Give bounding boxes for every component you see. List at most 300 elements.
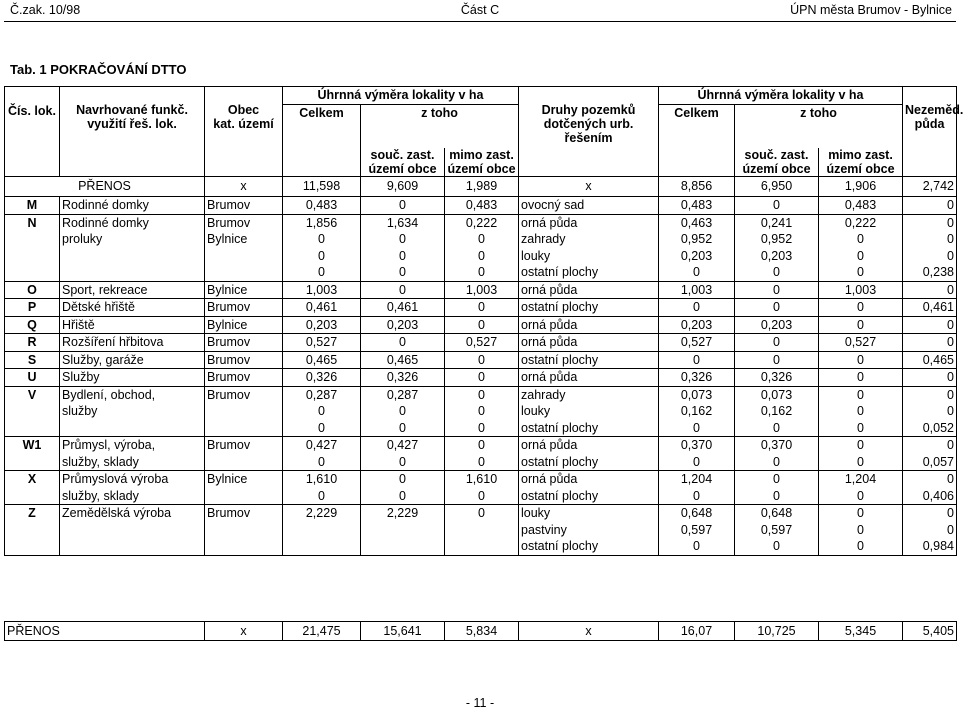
prenos-souc: 9,609 [361, 177, 445, 197]
cell-func-line: Bydlení, obchod, [62, 387, 156, 402]
cell-souc2 [735, 386, 819, 437]
cell-mimo-line: 0 [478, 454, 485, 469]
cell-celkem2 [659, 386, 735, 437]
cell-func-line: Rozšíření hřbitova [62, 335, 164, 349]
table-row [5, 351, 957, 369]
cell-mimo-line: 0 [478, 317, 485, 332]
cell-mimo2-line: 0 [857, 420, 864, 435]
col-mimo-l2: území obce [447, 162, 516, 176]
cell-druhy-line: orná půda [521, 472, 578, 486]
cell-obec-line [207, 248, 280, 265]
cell-nezemed [903, 299, 957, 317]
cell-celkem2 [659, 281, 735, 299]
prenos-bottom-souc2: 10,725 [735, 622, 819, 641]
cell-druhy-line: louky [521, 248, 551, 263]
cell-nezemed [903, 386, 957, 437]
cell-celkem [283, 334, 361, 352]
col-obec [205, 87, 283, 177]
cell-obec-line: Brumov [207, 352, 251, 367]
prenos-bottom-row [5, 622, 957, 641]
cell-celkem2 [659, 351, 735, 369]
cell-func-line: Dětské hřiště [62, 300, 135, 314]
cell-souc [361, 437, 445, 471]
header-right: ÚPN města Brumov - Bylnice [790, 3, 952, 17]
cell-mimo2 [819, 197, 903, 215]
prenos-x2: x [519, 177, 659, 197]
cell-druhy-line: ostatní plochy [521, 539, 599, 553]
cell-obec [205, 281, 283, 299]
cell-druhy-line: ovocný sad [521, 198, 585, 212]
cell-druhy [519, 316, 659, 334]
cell-mimo2-line: 0 [857, 248, 864, 263]
cell-obec-line: Bylnice [207, 317, 248, 332]
cell-mimo-line: 0 [478, 370, 485, 384]
cell-mimo [445, 369, 519, 387]
cell-obec-line: Brumov [207, 300, 251, 314]
cell-mimo [445, 197, 519, 215]
cell-druhy-line: orná půda [521, 282, 578, 297]
col-obec-l2: kat. území [213, 117, 274, 131]
cell-souc [361, 505, 445, 556]
cell-celkem2-line: 0,463 [680, 215, 713, 230]
cell-mimo2-line: 0,483 [844, 198, 877, 212]
cell-celkem2-line: 0,483 [680, 198, 713, 212]
cell-celkem2-line: 0 [693, 352, 700, 367]
cell-celkem2 [659, 299, 735, 317]
cell-souc-line: 0 [399, 472, 406, 486]
cell-mimo2-line: 0 [857, 522, 864, 537]
cell-souc2-line: 0,241 [760, 215, 793, 230]
cell-druhy-line: zahrady [521, 387, 566, 402]
cell-mimo [445, 471, 519, 505]
cell-druhy-line: zahrady [521, 232, 566, 246]
prenos-bottom-mimo2: 5,345 [819, 622, 903, 641]
cell-mimo2 [819, 316, 903, 334]
table-row [5, 437, 957, 471]
cell-celkem [283, 351, 361, 369]
prenos-x1: x [205, 177, 283, 197]
cell-func [60, 386, 205, 437]
cell-mimo-line: 0 [478, 387, 485, 402]
cell-func-line: Sport, rekreace [62, 282, 148, 297]
cell-id: W1 [5, 437, 60, 471]
cell-celkem2-line: 0 [693, 488, 700, 503]
cell-id: Z [5, 505, 60, 556]
cell-druhy-line: ostatní plochy [521, 488, 599, 503]
cell-mimo2-line: 0 [857, 454, 864, 469]
cell-func [60, 316, 205, 334]
cell-obec [205, 197, 283, 215]
cell-souc2-line: 0,952 [760, 232, 793, 246]
cell-obec [205, 351, 283, 369]
cell-druhy-line: ostatní plochy [521, 454, 599, 469]
cell-id: U [5, 369, 60, 387]
table-row [5, 281, 957, 299]
cell-id: P [5, 299, 60, 317]
col-navrh-l2: využití řeš. lok. [87, 117, 177, 131]
col-mimo [445, 148, 519, 177]
col-mimo2 [819, 148, 903, 177]
cell-druhy [519, 505, 659, 556]
cell-celkem [283, 386, 361, 437]
cell-obec [205, 299, 283, 317]
cell-souc-line: 0 [399, 232, 406, 246]
cell-druhy-line: louky [521, 404, 551, 418]
cell-souc2-line: 0 [773, 488, 780, 503]
col-souc-l2: území obce [368, 162, 437, 176]
cell-souc2-line: 0,203 [760, 248, 793, 263]
cell-celkem-line: 0 [318, 404, 325, 418]
col-group2: Úhrnná výměra lokality v ha [659, 87, 903, 105]
cell-celkem-line: 0 [318, 488, 325, 503]
cell-celkem2 [659, 505, 735, 556]
cell-func-line [62, 420, 202, 437]
cell-mimo2-line: 0 [857, 370, 864, 384]
cell-mimo2 [819, 334, 903, 352]
cell-mimo [445, 214, 519, 281]
cell-celkem-line: 0,287 [305, 387, 338, 402]
cell-mimo2-line: 0 [857, 265, 864, 279]
cell-souc-line: 0,461 [386, 300, 419, 314]
cell-celkem2-line: 0,370 [680, 438, 713, 452]
cell-celkem [283, 299, 361, 317]
cell-druhy-line: orná půda [521, 370, 578, 384]
cell-souc-line: 0 [399, 404, 406, 418]
cell-celkem2 [659, 369, 735, 387]
cell-souc2-line: 0 [773, 539, 780, 553]
cell-druhy [519, 386, 659, 437]
cell-celkem2-line: 0,203 [680, 248, 713, 263]
cell-druhy [519, 299, 659, 317]
cell-druhy [519, 471, 659, 505]
cell-mimo2-line: 0,222 [844, 215, 877, 230]
cell-mimo-line: 0 [478, 232, 485, 246]
cell-celkem-line: 0 [318, 248, 325, 263]
cell-nezemed-line: 0,461 [922, 300, 954, 314]
cell-nezemed-line: 0 [947, 282, 954, 297]
cell-souc-line: 0 [399, 265, 406, 279]
cell-souc [361, 369, 445, 387]
cell-souc2-line: 0 [773, 300, 780, 314]
cell-souc2-line: 0,162 [760, 404, 793, 418]
cell-func-line [62, 248, 202, 265]
cell-mimo-line: 0 [478, 404, 485, 418]
prenos-bottom-celkem: 21,475 [283, 622, 361, 641]
cell-souc2 [735, 214, 819, 281]
cell-souc2-line: 0,203 [760, 317, 793, 332]
cell-mimo [445, 505, 519, 556]
cell-celkem2-line: 0,648 [680, 506, 713, 520]
cell-druhy [519, 334, 659, 352]
col-druhy [519, 87, 659, 177]
table-row [5, 197, 957, 215]
cell-mimo2 [819, 299, 903, 317]
cell-souc2-line: 0 [773, 454, 780, 469]
header-divider [4, 21, 956, 22]
cell-nezemed-line: 0 [947, 438, 954, 452]
cell-souc2-line: 0 [773, 265, 780, 279]
cell-souc-line: 0 [399, 248, 406, 263]
cell-druhy [519, 351, 659, 369]
cell-souc [361, 281, 445, 299]
cell-mimo-line: 0,483 [465, 198, 498, 212]
cell-souc2-line: 0 [773, 420, 780, 435]
col-souc2-l1: souč. zast. [744, 148, 809, 162]
col-mimo-l1: mimo zast. [449, 148, 514, 162]
cell-souc2-line: 0,597 [760, 522, 793, 537]
col-obec-l1: Obec [227, 103, 260, 117]
cell-mimo-line: 0,222 [465, 215, 498, 230]
cell-celkem2-line: 0 [693, 420, 700, 435]
cell-celkem [283, 197, 361, 215]
cell-nezemed-line: 0 [947, 370, 954, 384]
cell-celkem-line: 0,483 [305, 198, 338, 212]
col-nezemed-l2: půda [914, 117, 945, 131]
cell-obec-line: Bylnice [207, 472, 248, 486]
cell-id: O [5, 281, 60, 299]
cell-celkem [283, 369, 361, 387]
cell-id: R [5, 334, 60, 352]
cell-mimo2-line: 1,204 [844, 472, 877, 486]
cell-souc2-line: 0,648 [760, 506, 793, 520]
cell-souc2-line: 0 [773, 282, 780, 297]
cell-celkem2-line: 0 [693, 539, 700, 553]
cell-mimo2-line: 0 [857, 352, 864, 367]
cell-obec-line: Brumov [207, 215, 251, 230]
cell-mimo2-line: 0 [857, 317, 864, 332]
cell-nezemed-line: 0 [947, 387, 954, 402]
prenos-top-row [5, 177, 957, 197]
cell-nezemed-line: 0,238 [922, 265, 954, 279]
col-mimo2-l2: území obce [826, 162, 895, 176]
cell-obec-line [207, 420, 280, 437]
cell-souc2-line: 0,326 [760, 370, 793, 384]
cell-souc2 [735, 197, 819, 215]
cell-func-line: Rodinné domky [62, 215, 149, 230]
cell-souc [361, 334, 445, 352]
cell-func [60, 299, 205, 317]
col-navrh [60, 87, 205, 177]
col-ztoho: z toho [361, 104, 519, 148]
col-souc2 [735, 148, 819, 177]
cell-mimo [445, 386, 519, 437]
cell-id: N [5, 214, 60, 281]
cell-celkem2 [659, 214, 735, 281]
prenos-mimo2: 1,906 [819, 177, 903, 197]
cell-func [60, 437, 205, 471]
cell-celkem-line: 1,856 [305, 215, 338, 230]
cell-druhy-line: pastviny [521, 522, 567, 537]
cell-celkem2-line: 0 [693, 300, 700, 314]
cell-celkem-line: 0 [318, 420, 325, 435]
cell-druhy-line: louky [521, 506, 551, 520]
cell-celkem-line: 0,326 [305, 370, 338, 384]
cell-souc [361, 214, 445, 281]
cell-souc-line: 0 [399, 282, 406, 297]
cell-souc-line: 0,465 [386, 352, 419, 367]
cell-func [60, 505, 205, 556]
cell-func-line: Služby [62, 370, 100, 384]
cell-func [60, 197, 205, 215]
cell-func-line: Průmyslová výroba [62, 472, 169, 486]
cell-func [60, 369, 205, 387]
cell-celkem2-line: 0,527 [680, 335, 713, 349]
cell-obec [205, 316, 283, 334]
cell-celkem [283, 281, 361, 299]
cell-celkem-line: 0,461 [305, 300, 338, 314]
cell-mimo-line: 1,003 [465, 282, 498, 297]
cell-souc-line: 1,634 [386, 215, 419, 230]
col-souc-l1: souč. zast. [370, 148, 435, 162]
cell-druhy [519, 214, 659, 281]
cell-mimo2-line: 0 [857, 404, 864, 418]
cell-obec [205, 471, 283, 505]
cell-souc-line: 0 [399, 335, 406, 349]
table-row [5, 334, 957, 352]
cell-id: S [5, 351, 60, 369]
cell-celkem [283, 316, 361, 334]
cell-mimo2-line: 0 [857, 438, 864, 452]
cell-obec [205, 214, 283, 281]
cell-mimo2-line: 0,527 [844, 335, 877, 349]
cell-obec [205, 386, 283, 437]
cell-mimo [445, 334, 519, 352]
cell-mimo2 [819, 505, 903, 556]
table-row [5, 316, 957, 334]
cell-celkem2-line: 0,597 [680, 522, 713, 537]
cell-mimo2-line: 0 [857, 506, 864, 520]
cell-mimo2-line: 0 [857, 539, 864, 553]
cell-druhy-line: ostatní plochy [521, 300, 599, 314]
table-title: Tab. 1 POKRAČOVÁNÍ DTTO [10, 62, 187, 77]
cell-druhy-line: orná půda [521, 335, 578, 349]
cell-func-line: služby, sklady [62, 454, 139, 469]
cell-souc [361, 471, 445, 505]
cell-nezemed-line: 0,984 [922, 539, 954, 553]
cell-func-line: Průmysl, výroba, [62, 438, 156, 452]
cell-souc-line: 0,203 [386, 317, 419, 332]
header-center: Část C [460, 3, 500, 17]
cell-mimo2 [819, 386, 903, 437]
col-druhy-l1: Druhy pozemků [541, 103, 636, 117]
cell-mimo2-line: 0 [857, 488, 864, 503]
cell-obec-line: Brumov [207, 506, 251, 520]
cell-celkem2 [659, 334, 735, 352]
cell-souc2-line: 0 [773, 352, 780, 367]
cell-souc [361, 299, 445, 317]
cell-mimo [445, 281, 519, 299]
cell-func-line: služby [62, 404, 98, 418]
prenos-bottom-nezemed: 5,405 [903, 622, 957, 641]
cell-mimo-line: 0 [478, 352, 485, 367]
prenos-bottom-x1: x [205, 622, 283, 641]
cell-mimo2 [819, 437, 903, 471]
cell-func-line: služby, sklady [62, 488, 139, 503]
cell-celkem2-line: 0 [693, 454, 700, 469]
cell-druhy-line: orná půda [521, 438, 578, 452]
cell-mimo-line: 0 [478, 420, 485, 435]
cell-nezemed-line: 0 [947, 248, 954, 263]
cell-id: M [5, 197, 60, 215]
cell-mimo2 [819, 214, 903, 281]
cell-nezemed-line: 0 [947, 506, 954, 520]
cell-nezemed [903, 334, 957, 352]
cell-func-line: proluky [62, 232, 103, 246]
cell-obec-line: Bylnice [207, 232, 248, 246]
cell-obec-line [207, 454, 280, 471]
cell-celkem2-line: 0,162 [680, 404, 713, 418]
cell-func [60, 281, 205, 299]
cell-souc2 [735, 299, 819, 317]
cell-celkem [283, 437, 361, 471]
cell-nezemed [903, 369, 957, 387]
cell-nezemed-line: 0 [947, 215, 954, 230]
cell-souc [361, 386, 445, 437]
cell-nezemed-line: 0,057 [922, 454, 954, 469]
cell-mimo2 [819, 351, 903, 369]
cell-souc-line: 0,427 [386, 438, 419, 452]
cell-celkem-line: 0,203 [305, 317, 338, 332]
cell-func [60, 334, 205, 352]
cell-mimo2 [819, 471, 903, 505]
cell-souc2-line: 0,073 [760, 387, 793, 402]
cell-nezemed-line: 0 [947, 472, 954, 486]
cell-celkem2-line: 0,952 [680, 232, 713, 246]
cell-druhy [519, 281, 659, 299]
cell-mimo-line: 1,610 [465, 472, 498, 486]
cell-obec [205, 334, 283, 352]
cell-souc-line: 0,287 [386, 387, 419, 402]
col-druhy-l2: dotčených urb. [543, 117, 634, 131]
cell-celkem-line: 1,610 [305, 472, 338, 486]
cell-celkem2-line: 0,203 [680, 317, 713, 332]
col-nezemed-l1: Nezeměd. [905, 103, 963, 117]
cell-mimo2 [819, 369, 903, 387]
table-row [5, 214, 957, 281]
cell-nezemed-line: 0 [947, 232, 954, 246]
table-row [5, 386, 957, 437]
cell-druhy-line: orná půda [521, 317, 578, 332]
cell-nezemed-line: 0,406 [922, 488, 954, 503]
cell-mimo-line: 0 [478, 488, 485, 503]
cell-celkem2 [659, 471, 735, 505]
cell-nezemed-line: 0 [947, 317, 954, 332]
header-row-1 [5, 87, 957, 105]
cell-mimo2-line: 0 [857, 387, 864, 402]
cell-souc-line: 0 [399, 488, 406, 503]
cell-celkem2 [659, 316, 735, 334]
col-group1: Úhrnná výměra lokality v ha [283, 87, 519, 105]
cell-souc-line: 0 [399, 198, 406, 212]
cell-celkem-line: 0 [318, 265, 325, 279]
cell-celkem-line: 2,229 [305, 506, 338, 520]
cell-nezemed-line: 0,052 [922, 420, 954, 435]
cell-souc [361, 197, 445, 215]
cell-celkem-line: 1,003 [305, 282, 338, 297]
cell-celkem-line: 0,465 [305, 352, 338, 367]
col-ztoho2: z toho [735, 104, 903, 148]
cell-func-line: Služby, garáže [62, 352, 144, 367]
col-celkem: Celkem [283, 104, 361, 177]
cell-mimo [445, 316, 519, 334]
cell-nezemed-line: 0 [947, 522, 954, 537]
cell-mimo2-line: 0 [857, 300, 864, 314]
prenos-souc2: 6,950 [735, 177, 819, 197]
cell-souc2 [735, 505, 819, 556]
cell-celkem2 [659, 197, 735, 215]
cell-mimo2-line: 0 [857, 232, 864, 246]
prenos-nezemed: 2,742 [903, 177, 957, 197]
